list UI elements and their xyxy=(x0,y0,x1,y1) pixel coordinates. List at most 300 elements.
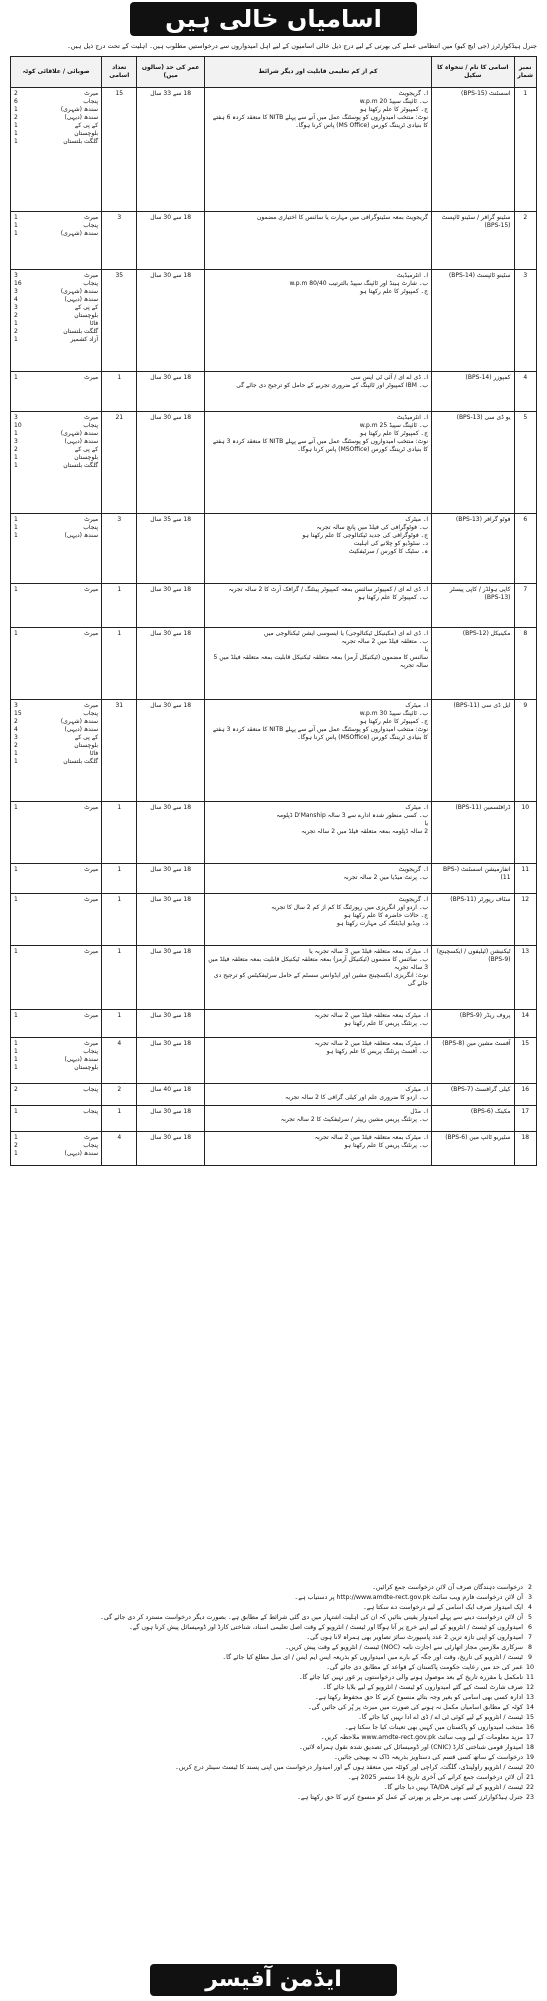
qualification-line: یا xyxy=(424,646,429,653)
quota-count: 2 xyxy=(14,718,18,725)
note-text: ٹیسٹ / انٹرویو راولپنڈی، گلگت، کراچی اور کوئٹہ میں منعقد ہوں گے اور امیدوار درخواست میں اپنی پسند کا ٹیسٹ سینٹر درج کریں۔ xyxy=(175,1764,523,1771)
quota-line xyxy=(14,214,98,222)
row-quota xyxy=(11,88,102,212)
quota-region: پنجاب xyxy=(83,1048,99,1055)
row-number: 21 xyxy=(102,412,137,514)
quota-region: پنجاب xyxy=(83,422,99,429)
quota-count: 1 xyxy=(14,1064,18,1071)
quota-line xyxy=(14,280,98,288)
qualification-line: ا۔ میٹرک xyxy=(405,804,429,811)
note-text: آن لائن درخواست فارم ویب سائٹ http://www.amdte-rect.gov.pk پر دستیاب ہے۔ xyxy=(294,1594,523,1601)
quota-count: 2 xyxy=(14,742,18,749)
quota-count: 1 xyxy=(14,454,18,461)
row-post: پروف ریڈر (BPS-9) xyxy=(432,1010,514,1038)
notes-list xyxy=(10,1583,537,1803)
quota-region: سندھ (دیہی) xyxy=(64,1056,99,1063)
quota-count: 1 xyxy=(14,1040,18,1047)
table-row xyxy=(11,88,537,212)
quota-count: 3 xyxy=(14,304,18,311)
quota-count: 1 xyxy=(14,750,18,757)
table-row xyxy=(11,584,537,628)
note-text: آن لائن درخواست جمع کرانے کی آخری تاریخ 14 ستمبر 2025 ہے۔ xyxy=(347,1774,523,1781)
quota-line xyxy=(14,272,98,280)
row-quota xyxy=(11,1084,102,1106)
quota-line xyxy=(14,296,98,304)
quota-count: 1 xyxy=(14,896,18,903)
quota-region: میرٹ xyxy=(84,90,99,97)
row-post: ٹیکنیشن (ٹیلیفون / ایکسچینج) (BPS-9) xyxy=(432,946,514,1010)
note-item xyxy=(10,1733,537,1742)
quota-region: سندھ (دیہی) xyxy=(64,1150,99,1157)
quota-line xyxy=(14,1056,98,1064)
note-number: 5 xyxy=(527,1614,532,1621)
row-number: 1 xyxy=(102,946,137,1010)
quota-line xyxy=(14,106,98,114)
quota-region: میرٹ xyxy=(84,1012,99,1019)
quota-line xyxy=(14,1040,98,1048)
note-text: سرکاری ملازمین مجاز اتھارٹی سے اجازت نامہ (NOC) ٹیسٹ / انٹرویو کے وقت پیش کریں۔ xyxy=(285,1644,523,1651)
note-number: 7 xyxy=(527,1634,532,1641)
row-post: مکینک (BPS-6) xyxy=(432,1106,514,1132)
quota-line xyxy=(14,122,98,130)
note-number: 12 xyxy=(525,1684,534,1691)
quota-count: 1 xyxy=(14,374,18,381)
quota-count: 1 xyxy=(14,532,18,539)
quota-count: 1 xyxy=(14,230,18,237)
quota-count: 1 xyxy=(14,516,18,523)
quota-region: میرٹ xyxy=(84,586,99,593)
vacancies-body xyxy=(11,88,537,1166)
row-post: آفسٹ مشین مین (BPS-8) xyxy=(432,1038,514,1084)
row-post: سٹینو گرافر / سٹینو ٹائپسٹ (BPS-15) xyxy=(432,212,514,270)
quota-region: میرٹ xyxy=(84,214,99,221)
quota-line xyxy=(14,532,98,540)
row-age: 18 سے 30 سال xyxy=(137,270,204,372)
quota-count: 2 xyxy=(14,1142,18,1149)
quota-region: میرٹ xyxy=(84,948,99,955)
row-qualification xyxy=(204,212,431,270)
row-quota xyxy=(11,1132,102,1166)
qualification-line: ج۔ کمپیوٹر کا علم رکھتا ہو xyxy=(360,718,429,725)
row-number: 35 xyxy=(102,270,137,372)
quota-line xyxy=(14,454,98,462)
row-age: 18 سے 33 سال xyxy=(137,88,204,212)
row-sno: 11 xyxy=(514,864,536,894)
signatory-title: ایڈمن آفیسر xyxy=(150,1964,397,1996)
row-sno: 16 xyxy=(514,1084,536,1106)
note-number: 20 xyxy=(525,1764,534,1771)
row-age: 18 سے 30 سال xyxy=(137,628,204,700)
row-age: 18 سے 35 سال xyxy=(137,514,204,584)
row-post: ڈرافٹسمین (BPS-11) xyxy=(432,802,514,864)
note-text: ٹیسٹ / انٹرویو کی تاریخ، وقت اور جگہ کے بارے میں امیدواروں کو بذریعہ ایس ایم ایس / ای میل مطلع کیا جائے گا۔ xyxy=(222,1654,523,1661)
quota-count: 2 xyxy=(14,114,18,121)
qualification-line: ا۔ میٹرک بمعہ متعلقہ فیلڈ میں 3 سالہ تجربہ یا xyxy=(309,948,429,955)
qualification-line: ب۔ شارٹ ہینڈ اور ٹائپنگ سپیڈ بالترتیب 80/40 w.p.m xyxy=(289,280,429,287)
qualification-line: ب۔ پرنٹ میڈیا میں 2 سالہ تجربہ xyxy=(343,874,429,881)
row-quota xyxy=(11,372,102,412)
row-age: 18 سے 30 سال xyxy=(137,212,204,270)
row-qualification xyxy=(204,946,431,1010)
qualification-line: ب۔ آفسٹ پرنٹنگ پریس کا علم رکھتا ہو xyxy=(326,1048,429,1055)
row-sno: 8 xyxy=(514,628,536,700)
quota-count: 15 xyxy=(14,710,22,717)
note-number: 11 xyxy=(525,1674,534,1681)
note-number: 23 xyxy=(525,1794,534,1801)
quota-region: پنجاب xyxy=(83,1142,99,1149)
quota-line xyxy=(14,734,98,742)
qualification-line: ا۔ ڈی اے ای / آئی ٹی ایس سی xyxy=(350,374,429,381)
row-post: کمپوزر (BPS-14) xyxy=(432,372,514,412)
row-quota xyxy=(11,584,102,628)
table-row xyxy=(11,1084,537,1106)
row-sno: 1 xyxy=(514,88,536,212)
vacancies-table xyxy=(10,56,537,1166)
row-post: فوٹو گرافر (BPS-13) xyxy=(432,514,514,584)
quota-region: کے پی کے xyxy=(74,446,99,453)
quota-count: 1 xyxy=(14,320,18,327)
table-row xyxy=(11,1132,537,1166)
row-number: 1 xyxy=(102,1010,137,1038)
qualification-line: ب۔ فوٹوگرافی کی فیلڈ میں پانچ سالہ تجربہ xyxy=(316,524,429,531)
row-number: 4 xyxy=(102,1038,137,1084)
table-row xyxy=(11,802,537,864)
note-text: عمر کی حد میں رعایت حکومت پاکستان کے قواعد کے مطابق دی جائے گی۔ xyxy=(326,1664,523,1671)
quota-line xyxy=(14,438,98,446)
quota-line xyxy=(14,328,98,336)
qualification-line: 2 سالہ ڈپلومہ بمعہ متعلقہ فیلڈ میں 2 سالہ تجربہ xyxy=(301,828,429,835)
row-age: 18 سے 30 سال xyxy=(137,946,204,1010)
qualification-line: ج۔ فوٹوگرافی کی جدید ٹیکنالوجی کا علم رکھتا ہو xyxy=(302,532,429,539)
quota-count: 3 xyxy=(14,702,18,709)
note-item xyxy=(10,1763,537,1772)
row-qualification xyxy=(204,412,431,514)
note-item xyxy=(10,1633,537,1642)
quota-line xyxy=(14,1048,98,1056)
row-sno: 18 xyxy=(514,1132,536,1166)
note-text: امیدوار قومی شناختی کارڈ (CNIC) اور ڈومیسائل کی تصدیق شدہ نقول ہمراہ لائیں۔ xyxy=(298,1744,523,1751)
row-sno: 15 xyxy=(514,1038,536,1084)
row-qualification xyxy=(204,864,431,894)
quota-line xyxy=(14,414,98,422)
qualification-line: ب۔ سائنس کا مضمون (ٹیکنیکل آرمز) بمعہ متعلقہ ٹیکنیکل قابلیت بمعہ متعلقہ فیلڈ میں 3 سالہ تجربہ xyxy=(208,956,429,971)
page-title: اسامیاں خالی ہیں xyxy=(130,2,417,36)
row-number: 1 xyxy=(102,864,137,894)
qualification-line: نوٹ: منتخب امیدواروں کو پوسٹنگ عمل میں آنے سے پہلے NITB کا منعقد کردہ 6 ہفتے کا بنیادی ٹریننگ کورس (MS Office) پاس کرنا ہوگا۔ xyxy=(212,114,429,129)
quota-region: گلگت بلتستان xyxy=(63,758,99,765)
qualification-line: یا xyxy=(424,820,429,827)
table-row xyxy=(11,212,537,270)
quota-count: 16 xyxy=(14,280,22,287)
row-sno: 10 xyxy=(514,802,536,864)
qualification-line: د۔ ویڈیو ایڈیٹنگ کی مہارت رکھتا ہو xyxy=(337,920,429,927)
quota-line xyxy=(14,138,98,146)
note-item xyxy=(10,1653,537,1662)
quota-region: میرٹ xyxy=(84,272,99,279)
note-item xyxy=(10,1773,537,1782)
row-qualification xyxy=(204,894,431,946)
quota-count: 3 xyxy=(14,414,18,421)
quota-line xyxy=(14,1064,98,1072)
quota-region: سندھ (دیہی) xyxy=(64,296,99,303)
row-quota xyxy=(11,270,102,372)
note-item xyxy=(10,1703,537,1712)
qualification-line: ا۔ ڈی اے ای / کمپیوٹر سائنس بمعہ کمپیوٹر پینٹنگ / گرافک آرٹ کا 2 سالہ تجربہ xyxy=(228,586,429,593)
row-quota xyxy=(11,1010,102,1038)
row-qualification xyxy=(204,1010,431,1038)
row-sno: 17 xyxy=(514,1106,536,1132)
note-text: درخواست کے ساتھ کسی قسم کی دستاویز بذریعہ ڈاک نہ بھیجی جائیں۔ xyxy=(334,1754,523,1761)
table-row xyxy=(11,864,537,894)
quota-region: سندھ (دیہی) xyxy=(64,438,99,445)
quota-line xyxy=(14,866,98,874)
row-number: 4 xyxy=(102,1132,137,1166)
quota-count: 1 xyxy=(14,222,18,229)
quota-line xyxy=(14,516,98,524)
quota-line xyxy=(14,586,98,594)
row-qualification xyxy=(204,584,431,628)
table-row xyxy=(11,270,537,372)
qualification-line: ج۔ کمپیوٹر کا علم رکھتا ہو xyxy=(360,430,429,437)
note-text: درخواست دہندگان صرف آن لائن درخواست جمع کرائیں۔ xyxy=(372,1584,523,1591)
row-number: 1 xyxy=(102,894,137,946)
quota-line xyxy=(14,98,98,106)
qualification-line: ا۔ میٹرک xyxy=(405,702,429,709)
row-post: یو ڈی سی (BPS-13) xyxy=(432,412,514,514)
row-number: 1 xyxy=(102,628,137,700)
row-age: 18 سے 30 سال xyxy=(137,700,204,802)
row-qualification xyxy=(204,628,431,700)
qualification-line: ب۔ پرنٹنگ پریس مشین ریپئر / سرٹیفکیٹ کا 2 سالہ تجربہ xyxy=(280,1116,429,1123)
row-number: 1 xyxy=(102,1106,137,1132)
row-age: 18 سے 30 سال xyxy=(137,894,204,946)
qualification-line: د۔ سٹوڈیو کو چلانے کی اہلیت xyxy=(353,540,429,547)
row-post: سٹیریو ٹائپ مین (BPS-6) xyxy=(432,1132,514,1166)
header-qualification: کم از کم تعلیمی قابلیت اور دیگر شرائط xyxy=(204,57,431,88)
quota-region: سندھ (دیہی) xyxy=(64,726,99,733)
quota-region: بلوچستان xyxy=(74,742,99,749)
row-qualification xyxy=(204,514,431,584)
quota-line xyxy=(14,222,98,230)
quota-count: 2 xyxy=(14,90,18,97)
quota-count: 1 xyxy=(14,524,18,531)
quota-region: پنجاب xyxy=(83,222,99,229)
quota-line xyxy=(14,1012,98,1020)
quota-region: کے پی کے xyxy=(74,304,99,311)
row-age: 18 سے 30 سال xyxy=(137,1010,204,1038)
row-number: 15 xyxy=(102,88,137,212)
row-qualification xyxy=(204,1084,431,1106)
row-sno: 9 xyxy=(514,700,536,802)
note-number: 22 xyxy=(525,1784,534,1791)
quota-count: 1 xyxy=(14,462,18,469)
row-age: 18 سے 30 سال xyxy=(137,864,204,894)
note-number: 6 xyxy=(527,1624,532,1631)
row-quota xyxy=(11,1106,102,1132)
quota-count: 1 xyxy=(14,1056,18,1063)
qualification-line: ب۔ ٹائپنگ سپیڈ 30 w.p.m xyxy=(359,710,429,717)
qualification-line: ا۔ گریجویٹ xyxy=(398,90,429,97)
quota-count: 1 xyxy=(14,122,18,129)
row-age: 18 سے 30 سال xyxy=(137,584,204,628)
quota-count: 1 xyxy=(14,1134,18,1141)
note-number: 18 xyxy=(525,1744,534,1751)
row-age: 18 سے 30 سال xyxy=(137,1106,204,1132)
qualification-line: ہ۔ سٹیک کا کورس / سرٹیفکیٹ xyxy=(348,548,429,555)
table-row xyxy=(11,1038,537,1084)
intro-text: جنرل ہیڈکوارٹرز (جی ایچ کیو) میں انتظامی عملے کی بھرتی کے لیے درج ذیل خالی اسامیوں کے لیے اہل امیدواروں سے درخواستیں مطلوب ہیں۔ اہلیت کے تحت درج ذیل ہیں۔ xyxy=(66,42,537,50)
row-qualification xyxy=(204,1132,431,1166)
row-post: مکینیکل (BPS-12) xyxy=(432,628,514,700)
row-sno: 12 xyxy=(514,894,536,946)
quota-count: 1 xyxy=(14,336,18,343)
quota-region: میرٹ xyxy=(84,414,99,421)
quota-count: 2 xyxy=(14,328,18,335)
row-quota xyxy=(11,864,102,894)
quota-count: 4 xyxy=(14,726,18,733)
qualification-line: ا۔ میٹرک xyxy=(405,516,429,523)
row-sno: 13 xyxy=(514,946,536,1010)
quota-count: 1 xyxy=(14,1048,18,1055)
qualification-line: ا۔ ڈی اے ای (مکینیکل ٹیکنالوجی) یا ایسوسی ایشن ٹیکنالوجی میں xyxy=(264,630,429,637)
quota-line xyxy=(14,430,98,438)
row-qualification xyxy=(204,88,431,212)
quota-line xyxy=(14,374,98,382)
quota-region: سندھ (شہری) xyxy=(60,288,99,295)
quota-line xyxy=(14,462,98,470)
quota-line xyxy=(14,804,98,812)
qualification-line: ب۔ اردو اور انگریزی میں رپورٹنگ کا کم از کم 2 سال کا تجربہ xyxy=(271,904,429,911)
qualification-line: ب۔ کمپیوٹر کا علم رکھتا ہو xyxy=(358,594,429,601)
row-quota xyxy=(11,700,102,802)
note-item xyxy=(10,1583,537,1592)
quota-region: سندھ (شہری) xyxy=(60,230,99,237)
quota-region: میرٹ xyxy=(84,374,99,381)
quota-line xyxy=(14,312,98,320)
quota-count: 1 xyxy=(14,586,18,593)
row-quota xyxy=(11,212,102,270)
row-quota xyxy=(11,514,102,584)
quota-line xyxy=(14,114,98,122)
note-number: 10 xyxy=(525,1664,534,1671)
quota-region: فاٹا xyxy=(89,750,99,757)
quota-line xyxy=(14,630,98,638)
quota-region: سندھ (دیہی) xyxy=(64,114,99,121)
note-text: ایک امیدوار صرف ایک اسامی کے لیے درخواست دے سکتا ہے۔ xyxy=(363,1604,523,1611)
quota-region: گلگت بلتستان xyxy=(63,462,99,469)
row-qualification xyxy=(204,1106,431,1132)
qualification-line: ا۔ انٹرمیڈیٹ xyxy=(396,272,429,279)
note-number: 17 xyxy=(525,1734,534,1741)
note-item xyxy=(10,1713,537,1722)
row-qualification xyxy=(204,700,431,802)
note-item xyxy=(10,1603,537,1612)
header-post: اسامی کا نام / تنخواہ کا سکیل xyxy=(432,57,514,88)
table-row xyxy=(11,514,537,584)
quota-count: 1 xyxy=(14,106,18,113)
row-post: ایل ڈی سی (BPS-11) xyxy=(432,700,514,802)
quota-region: میرٹ xyxy=(84,896,99,903)
quota-line xyxy=(14,1134,98,1142)
row-number: 1 xyxy=(102,802,137,864)
quota-count: 4 xyxy=(14,296,18,303)
quota-line xyxy=(14,1108,98,1116)
quota-line xyxy=(14,718,98,726)
row-quota xyxy=(11,946,102,1010)
row-number: 1 xyxy=(102,372,137,412)
quota-line xyxy=(14,1150,98,1158)
quota-line xyxy=(14,320,98,328)
note-item xyxy=(10,1643,537,1652)
note-number: 21 xyxy=(525,1774,534,1781)
qualification-line: ا۔ میٹرک بمعہ متعلقہ فیلڈ میں 2 سالہ تجربہ xyxy=(314,1134,429,1141)
quota-region: میرٹ xyxy=(84,630,99,637)
quota-region: پنجاب xyxy=(83,1108,99,1115)
qualification-line: ج۔ کمپیوٹر کا علم رکھتا ہو xyxy=(360,106,429,113)
qualification-line: ا۔ مڈل xyxy=(410,1108,429,1115)
qualification-line: ب۔ IBM کمپیوٹر اور ٹائپنگ کے ضروری تجربے کے حامل کو ترجیح دی جائے گی xyxy=(236,382,429,389)
note-item xyxy=(10,1593,537,1602)
quota-line xyxy=(14,288,98,296)
note-number: 15 xyxy=(525,1714,534,1721)
quota-region: بلوچستان xyxy=(74,312,99,319)
qualification-line: نوٹ: انگریزی ایکسچینج مشین اور ایڈوانس سسٹم کے حامل سرٹیفکیٹس کو ترجیح دی جائے گی xyxy=(213,972,429,987)
note-item xyxy=(10,1673,537,1682)
quota-count: 1 xyxy=(14,758,18,765)
qualification-line: ا۔ گریجویٹ xyxy=(398,896,429,903)
quota-count: 2 xyxy=(14,312,18,319)
row-sno: 7 xyxy=(514,584,536,628)
quota-count: 1 xyxy=(14,1012,18,1019)
qualification-line: ب۔ ٹائپنگ سپیڈ 20 w.p.m xyxy=(359,98,429,105)
qualification-line: ا۔ انٹرمیڈیٹ xyxy=(396,414,429,421)
quota-region: کے پی کے xyxy=(74,734,99,741)
row-number: 2 xyxy=(102,1084,137,1106)
row-age: 18 سے 30 سال xyxy=(137,802,204,864)
quota-count: 1 xyxy=(14,1150,18,1157)
quota-line xyxy=(14,130,98,138)
quota-count: 6 xyxy=(14,98,18,105)
note-item xyxy=(10,1613,537,1622)
quota-region: میرٹ xyxy=(84,1134,99,1141)
row-sno: 2 xyxy=(514,212,536,270)
row-post: انفارمیشن اسسٹنٹ (BPS-11) xyxy=(432,864,514,894)
quota-line xyxy=(14,446,98,454)
note-number: 13 xyxy=(525,1694,534,1701)
row-quota xyxy=(11,1038,102,1084)
row-number: 1 xyxy=(102,584,137,628)
note-item xyxy=(10,1693,537,1702)
note-item xyxy=(10,1753,537,1762)
quota-count: 1 xyxy=(14,804,18,811)
quota-line xyxy=(14,948,98,956)
qualification-line: ا۔ گریجویٹ xyxy=(398,866,429,873)
note-text: جنرل ہیڈکوارٹرز کسی بھی مرحلے پر بھرتی کے عمل کو منسوخ کرنے کا حق رکھتا ہے۔ xyxy=(297,1794,523,1801)
quota-count: 1 xyxy=(14,866,18,873)
quota-region: پنجاب xyxy=(83,280,99,287)
quota-line xyxy=(14,336,98,344)
quota-count: 1 xyxy=(14,138,18,145)
row-post: اسسٹنٹ (BPS-15) xyxy=(432,88,514,212)
quota-region: میرٹ xyxy=(84,516,99,523)
note-number: 9 xyxy=(527,1654,532,1661)
row-number: 31 xyxy=(102,700,137,802)
row-qualification xyxy=(204,270,431,372)
quota-count: 1 xyxy=(14,130,18,137)
quota-count: 1 xyxy=(14,1108,18,1115)
table-header-row xyxy=(11,57,537,88)
quota-count: 1 xyxy=(14,948,18,955)
